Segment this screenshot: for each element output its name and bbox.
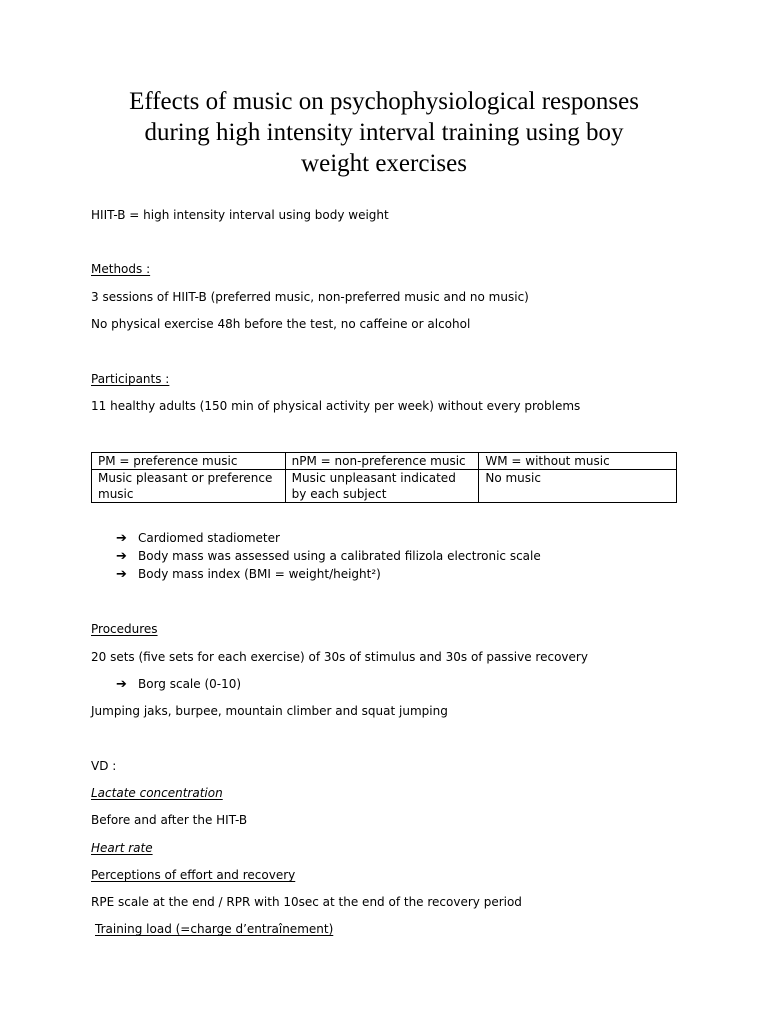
measure-item [116, 548, 541, 565]
table-row [92, 453, 677, 470]
procedures-bullet [116, 676, 241, 693]
arrow-right-icon: ➔ [116, 531, 127, 546]
title-line-3: weight exercises [301, 150, 467, 177]
heart-rate-heading: Heart rate [91, 841, 153, 855]
rpe-line: RPE scale at the end / RPR with 10sec at the end of the recovery period [91, 895, 522, 909]
lactate-heading: Lactate concentration [91, 786, 223, 800]
participants-line: 11 healthy adults (150 min of physical activity per week) without every problems [91, 399, 581, 413]
table-cell: No music [479, 470, 677, 503]
procedures-line: 20 sets (five sets for each exercise) of 30s of stimulus and 30s of passive recovery [91, 650, 588, 664]
lactate-detail: Before and after the HIT-B [91, 813, 248, 827]
arrow-right-icon: ➔ [116, 549, 127, 564]
methods-heading: Methods : [91, 262, 151, 276]
procedures-bullet-text: Borg scale (0-10) [138, 677, 242, 691]
table-cell: PM = preference music [92, 453, 286, 470]
training-load-heading: Training load (=charge d’entraînement) [95, 922, 334, 936]
table-cell: Music unpleasant indicated by each subject [285, 470, 479, 503]
title-line-1: Effects of music on psychophysiological responses [129, 88, 639, 115]
table-cell: nPM = non-preference music [285, 453, 479, 470]
exercises-line: Jumping jaks, burpee, mountain climber and squat jumping [91, 704, 448, 718]
measure-text: Body mass index (BMI = weight/height²) [138, 567, 381, 581]
table-cell: WM = without music [479, 453, 677, 470]
measure-item [116, 530, 280, 547]
table-cell: Music pleasant or preference music [92, 470, 286, 503]
methods-line-1: 3 sessions of HIIT-B (preferred music, non-preferred music and no music) [91, 290, 529, 304]
title-line-2: during high intensity interval training using boy [144, 119, 624, 146]
arrow-right-icon: ➔ [116, 677, 127, 692]
arrow-right-icon: ➔ [116, 567, 127, 582]
document-title [80, 86, 688, 179]
music-conditions-table [91, 452, 677, 503]
vd-heading: VD : [91, 759, 117, 773]
procedures-heading: Procedures [91, 622, 158, 636]
measure-text: Body mass was assessed using a calibrated filizola electronic scale [138, 549, 541, 563]
participants-heading: Participants : [91, 372, 170, 386]
measure-item [116, 566, 381, 583]
measure-text: Cardiomed stadiometer [138, 531, 280, 545]
table-row [92, 470, 677, 503]
perceptions-heading: Perceptions of effort and recovery [91, 868, 296, 882]
methods-line-2: No physical exercise 48h before the test, no caffeine or alcohol [91, 317, 471, 331]
hiit-definition: HIIT-B = high intensity interval using body weight [91, 208, 389, 222]
